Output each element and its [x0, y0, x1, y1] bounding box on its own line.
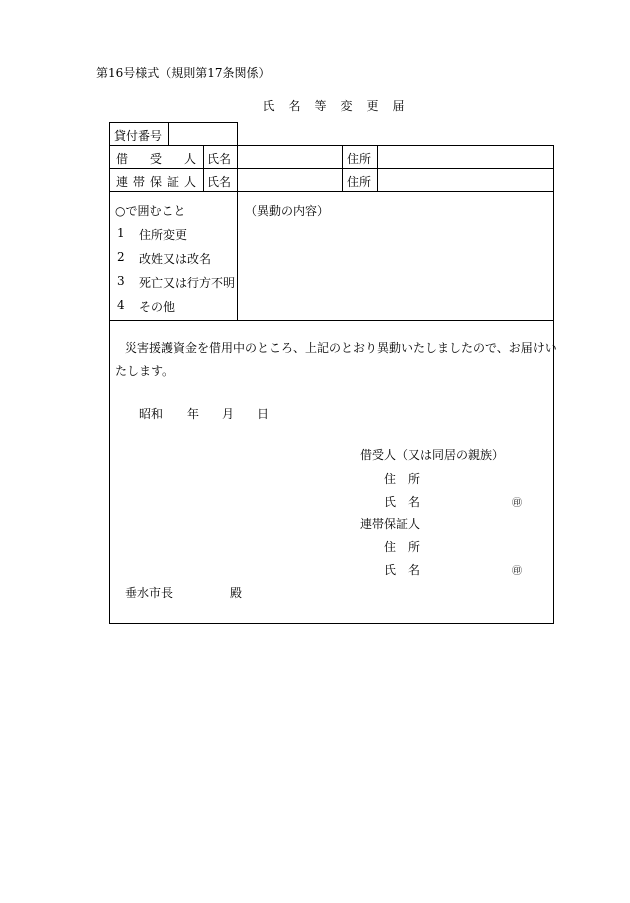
date-year: 年	[187, 407, 200, 421]
addressee-honorific: 殿	[230, 586, 243, 600]
seal-mark-2: ㊞	[512, 566, 522, 577]
form-title: 氏 名 等 変 更 届	[262, 99, 406, 113]
borrower-name-label: 氏名	[207, 152, 232, 166]
seal-mark-1: ㊞	[512, 498, 522, 509]
option-number-3: 3	[117, 274, 125, 288]
guarantor-heading: 連帯保証人	[360, 517, 421, 531]
option-number-2: 2	[117, 250, 125, 264]
date-era: 昭和	[139, 407, 164, 421]
borrower-label: 借 受 人	[116, 152, 196, 166]
form-number: 第16号様式（規則第17条関係）	[96, 66, 271, 80]
body-text-line1: 災害援護資金を借用中のところ、上記のとおり異動いたしましたので、お届けい	[125, 341, 557, 355]
signature-name-label-2: 氏 名	[384, 563, 421, 577]
date-month: 月	[222, 407, 235, 421]
signature-address-label-1: 住 所	[384, 472, 421, 486]
guarantor-address-label: 住所	[347, 175, 372, 189]
body-text-line2: たします。	[115, 364, 175, 378]
addressee-office: 垂水市長	[125, 586, 174, 600]
guarantor-name-label: 氏名	[207, 175, 232, 189]
change-details-label: （異動の内容）	[245, 204, 330, 218]
borrower-address-label: 住所	[347, 152, 372, 166]
option-text-2: 改姓又は改名	[139, 252, 212, 266]
signature-name-label-1: 氏 名	[384, 495, 421, 509]
borrower-heading: 借受人（又は同居の親族）	[360, 448, 505, 462]
option-number-4: 4	[117, 298, 125, 312]
circle-instruction: ○で囲むこと	[115, 204, 186, 218]
loan-number-label: 貸付番号	[114, 129, 163, 143]
option-text-3: 死亡又は行方不明	[139, 276, 236, 290]
option-number-1: 1	[117, 226, 125, 240]
option-text-1: 住所変更	[139, 228, 188, 242]
signature-address-label-2: 住 所	[384, 540, 421, 554]
option-text-4: その他	[139, 300, 176, 314]
date-day: 日	[257, 407, 270, 421]
guarantor-label: 連 帯 保 証 人	[116, 175, 196, 189]
